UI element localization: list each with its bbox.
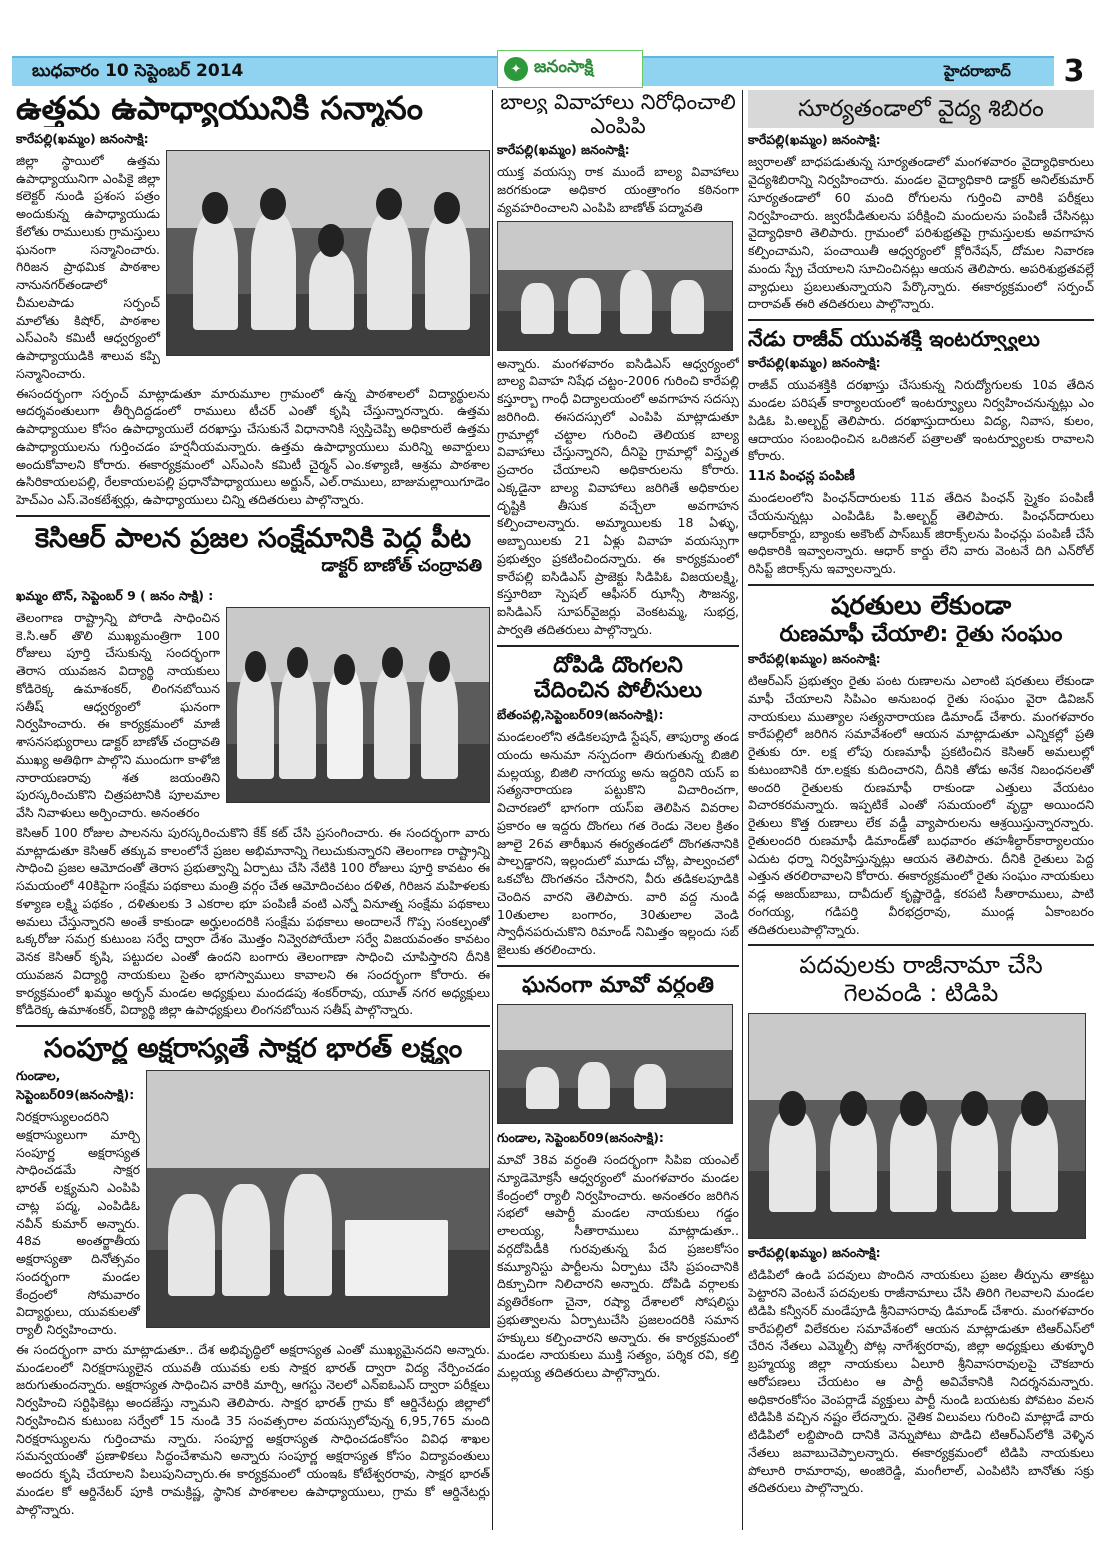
article-photo xyxy=(226,607,490,803)
article-child-marriage xyxy=(497,90,739,639)
newspaper-name: జనంసాక్షి xyxy=(534,57,594,77)
article-headline: సూర్యతండాలో వైద్య శిబిరం xyxy=(748,90,1094,128)
issue-date: బుధవారం 10 సెప్టెంబర్ 2014 xyxy=(32,61,244,81)
article-divider xyxy=(497,965,739,967)
masthead xyxy=(12,54,1094,89)
article-literacy xyxy=(16,1033,490,1518)
article-headline: దోపిడి దొంగలని xyxy=(553,652,683,678)
article-headline-line2: ఎంపిపి xyxy=(590,114,646,139)
article-body: జిల్లా స్థాయిలో ఉత్తమ ఉపాధ్యాయునిగా ఎంపికై జిల్లా కలెక్టర్ నుండి ప్రశంస పత్రం అందుకున్న ఉపాధ్యాయుడు కేలోతు రాములుకు గ్రామస్తులు ఘనంగా సన్మానించారు. గిరిజన ప్రాథమిక పాఠశాల నానునగర్‌తండాలో చీమలపాడు సర్పంచ్ మాలోతు కిషోర్, పాఠశాల ఎస్ఎంసి కమిటీ ఆధ్వర్యంలో ఉపాధ్యాయుడికి శాలువ కప్పి సన్మానించారు. xyxy=(16,152,160,381)
article-body: జ్వరాలతో బాధపడుతున్న సూర్యతండాలో మంగళవారం వైద్యాధికారులు వైద్యశిబిరాన్ని నిర్వహించారు. మండల వైద్యాధికారి డాక్టర్ అనిల్‌కుమార్ సూర్యతండాలో 60 మంది రోగులను గుర్తించి వారికి పరీక్షలు నిర్వహించారు. జ్వరపీడితులను పరీక్షించి మందులను పంపిణీ చేసినట్లు వైద్యాధికారి తెలిపారు. గ్రామంలో పరిశుభ్రతపై గ్రామస్తులకు అవగాహన కల్పించామని, పంచాయితీ ఆధ్వర్యంలో క్లోరినేషన్, దోమల నివారణ మందు స్ప్రే చేయాలని సూచించినట్లు ఆయన తెలిపారు. అపరిశుభ్రతవల్లే వ్యాధులు ప్రబలుతున్నాయని పేర్కొన్నారు. ఈకార్యక్రమంలో సర్పంచ్ దారావత్ ఈరి తదితరులు పాల్గొన్నారు. xyxy=(748,154,1094,312)
article-divider xyxy=(748,584,1094,586)
article-body: యుక్త వయస్సు రాక ముందే బాల్య వివాహాలు జరగకుండా అధికార యంత్రాంగం కఠినంగా వ్యవహరించాలని ఎంపిపి బాణోత్ పద్మావతి xyxy=(497,164,739,215)
article-dateline: గుండాల, సెప్టెంబర్09(జనంసాక్షి): xyxy=(16,1068,135,1103)
article-body: తెలంగాణ రాష్ట్రాన్ని పోరాడి సాధించిన కె.సి.ఆర్ తొలి ముఖ్యమంత్రిగా 100 రోజులు పూర్తి చేసుకున్న సందర్భంగా తెరాస యువజన విద్యార్థి నాయకులు కోడిరెక్క ఉమాశంకర్, లింగనబోయిన సతీష్ ఆధ్వర్యంలో ఘనంగా నిర్వహించారు. ఈ కార్యక్రమంలో మాజీ శాసనసభ్యురాలు డాక్టర్ బాణోత్ చంద్రావతి ముఖ్య అతిథిగా పాల్గొని ముందుగా కాళోజి నారాయణరావు శత జయంతిని పురస్కరించుకొని చిత్రపటానికి పూలమాల వేసి నివాళులు అర్పించారు. అనంతరం xyxy=(16,609,220,821)
article-headline: షరతులు లేకుండా xyxy=(830,591,1012,621)
article-medical-camp xyxy=(748,90,1094,313)
article-photo xyxy=(497,1004,733,1124)
column-divider xyxy=(492,90,493,1530)
article-headline: ఉత్తమ ఉపాధ్యాయునికి సన్మానం xyxy=(16,90,423,127)
article-headline-line2: గెలవండి : టిడిపి xyxy=(843,979,999,1007)
article-dateline: కారేపల్లి(ఖమ్మం) జనంసాక్షి: xyxy=(748,651,881,667)
article-teacher-honour xyxy=(16,90,490,509)
article-dateline: కారేపల్లి(ఖమ్మం) జనంసాక్షి: xyxy=(497,142,630,158)
article-divider xyxy=(497,645,739,647)
article-body: నిరక్షరాస్యులందరిని అక్షరాస్యులుగా మార్చి సంపూర్ణ అక్షరాస్యత సాధించడమే సాక్షర భారత్ లక్ష్యమని ఎంపిపి చాట్ల పద్మ, ఎంపిడిఓ నవీన్ కుమార్ అన్నారు. 48వ అంతర్జాతీయ అక్షరాస్యతా దినోత్సవం సందర్భంగా మండల కేంద్రంలో సోమవారం విద్యార్థులు, యువకులతో ర్యాలీ నిర్వహించారు. xyxy=(16,1109,140,1338)
article-body: మావో 38వ వర్ధంతి సందర్భంగా సిపిఐ యంఎల్ న్యూడెమోక్రసీ ఆధ్వర్యంలో మంగళవారం మండల కేంద్రంలో ర్యాలీ నిర్వహించారు. అనంతరం జరిగిన సభలో ఆపార్టీ మండల నాయకులు గడ్డం లాలయ్య, సీతారాములు మాట్లాడుతూ.. వర్గదోపిడీకి గురవుతున్న పేద ప్రజలకోసం కమ్యూనిస్టు పార్టీలను ఏర్పాటు చేసి ప్రపంచానికి దిక్చూచిగా నిలిచారని అన్నారు. దోపిడి వర్గాలకు వ్యతిరేకంగా చైనా, రష్యా దేశాలలో సోషలిస్టు ప్రభుత్వాలను ఏర్పాటుచేసి ప్రజలందరికి సమాన హక్కులు కల్పించారని అన్నారు. ఈ కార్యక్రమంలో మండల నాయకులు ముక్తి సత్యం, పర్శిక రవి, కల్తి మల్లయ్య తదితరులు పాల్గొన్నారు. xyxy=(497,1152,739,1381)
article-headline: పదవులకు రాజీనామా చేసి xyxy=(799,952,1043,980)
page-number: 3 xyxy=(1054,54,1094,90)
article-tdp-resign xyxy=(748,952,1094,1497)
article-divider xyxy=(748,944,1094,946)
article-dateline: గుండాల, సెప్టెంబర్09(జనంసాక్షి): xyxy=(497,1130,664,1146)
article-body: అన్నారు. మంగళవారం ఐసిడిఎస్ ఆధ్వర్యంలో బాల్య వివాహ నిషేధ చట్టం-2006 గురించి కారేపల్లి కస్తూర్బా గాంధీ విద్యాలయంలో అవగాహన సదస్సు జరిగింది. ఈసదస్సులో ఎంపిపి మాట్లాడుతూ గ్రామాల్లో చట్టాల గురించి తెలియక బాల్య వివాహాలు చేస్తున్నారని, దీనిపై గ్రామాల్లో విస్తృత ప్రచారం చేయాలని అధికారులను కోరారు. ఎక్కడైనా బాల్య వివాహాలు జరిగితే అధికారుల దృష్టికి తీసుక వచ్చేలా అవగాహన కల్పించాలన్నారు. అమ్మాయిలకు 18 ఏళ్ళు, అబ్బాయిలకు 21 ఏళ్లు వివాహ వయస్సుగా ప్రభుత్వం ప్రకటించిందన్నారు. ఈ కార్యక్రమంలో కారేపల్లి ఐసిడిఎస్ ప్రాజెక్టు సిడిపిఓ విజయలక్ష్మి, కస్తూరిబా స్పెషల్ ఆఫీసర్ ఝాన్సీ సౌజన్య, ఐసిడిఎస్ సూపర్‌వైజర్లు వెంకటమ్మ, సుభద్ర, పార్వతి తదితరులు పాల్గొన్నారు. xyxy=(497,355,739,637)
article-police xyxy=(497,653,739,959)
article-body: రాజీవ్ యువశక్తికి దరఖాస్తు చేసుకున్న నిరుద్యోగులకు 10వ తేదిన మండల పరిషత్ కార్యాలయంలో ఇంటర్వ్యూలు నిర్వహించనున్నట్లు ఎం పిడిఓ పి.అల్బర్ట్ తెలిపారు. దరఖాస్తుదారులు విద్య, నివాస, కులం, ఆదాయం సంబంధించిన ఒరిజినల్ పత్రాలతో ఇంటర్వ్యూలకు రావాలని కోరారు. xyxy=(748,377,1094,464)
column-left xyxy=(16,90,490,1530)
article-headline-line2: రుణమాఫీ చేయాలి: రైతు సంఘం xyxy=(779,621,1063,647)
article-body: మండలంలోని పింఛన్‌దారులకు 11వ తేదిన పింఛన్ స్మైకం పంపిణీ చేయనున్నట్లు ఎంపిడిఓ పి.అల్బర్ట్ తెలిపారు. పింఛన్‌దారులు ఆధార్‌కార్డు, బ్యాంకు అకౌంట్ పాస్‌బుక్ జిరాక్స్‌లను పింఛన్లు పంపిణీ చేసే అధికారికి ఇవ్వాలన్నారు. ఆధార్ కార్డు లేని వారు వెంటనే దిగి ఎన్‌రోల్ రిసిప్ట్ జిరాక్స్‌ను ఇవ్వాలన్నారు. xyxy=(748,490,1094,577)
article-headline: కెసిఆర్ పాలన ప్రజల సంక్షేమానికి పెద్ద పీట xyxy=(34,522,472,554)
article-divider xyxy=(16,515,490,517)
article-body: టిడిపిలో ఉండి పదవులు పొందిన నాయకులు ప్రజల తీర్పును తాకట్టు పెట్టారని వెంటనే పదవులకు రాజీనామాలు చేసి తిరిగి గెలవాలని మండల టిడిపి కన్వీనర్ మండేపూడి శ్రీనివాసరావు డిమాండ్ చేశారు. మంగళవారం కారేపల్లిలో విలేకరుల సమావేశంలో ఆయన మాట్లాడుతూ టిఆర్ఎస్‌లో చేరిన నేతలు ఎమ్మెల్సీ పోట్ల నాగేశ్వరరావు, జిల్లా అధ్యక్షులు తుళ్ళూరి బ్రహ్మయ్య జిల్లా నాయకులు ఏలూరి శ్రీనివాసరావులపై చౌకబారు ఆరోపణలు చేయటం ఆ పార్టీ అవివేకానికి నిదర్శనమన్నారు. అధికారంకోసం వెంపర్లాడే వ్యక్తులు పార్టీ నుండి బయటకు పోవటం వలన టిడిపికి వచ్చిన నష్టం లేదన్నారు. నైతిక విలువలు గురించి మాట్లాడే వారు టిడిపిలో లబ్దిపొంది దానికి వెన్నుపోటు పొడిచి టిఆర్ఎస్‌లోకి వెళ్ళిన నేతలు జవాబుచెప్పాలన్నారు. ఈకార్యక్రమంలో టిడిపి నాయకులు పోలూరి రామారావు, అంజిరెడ్డి, మంగీలాల్, ఎంపిటిసి బానోతు సక్రు తదితరులు పాల్గొన్నారు. xyxy=(748,1267,1094,1496)
article-dateline: ఖమ్మం టౌన్, సెప్టెంబర్ 9 ( జనం సాక్షి) : xyxy=(16,587,214,603)
article-photo xyxy=(748,1013,1086,1239)
article-body: కెసిఆర్ 100 రోజుల పాలనను పురస్కరించుకొని కేక్ కట్ చేసి ప్రసంగించారు. ఈ సందర్భంగా వారు మాట్లాడుతూ కెసిఆర్ తక్కువ కాలంలోనే ప్రజల అభిమానాన్ని గెలుచుకున్నారని తెలంగాణ రాష్ట్రాన్ని సాధించి ప్రజల ఆమోదంతో తెరాస ప్రభుత్వాన్ని ఏర్పాటు చేసి నేటికి 100 రోజులు పూర్తి కావటం ఈ సమయంలో 40కిపైగా సంక్షేమ పథకాలు మంత్రి వర్గం చేత ఆమోదించటం దళిత, గిరిజన మహిళలకు కళ్యాణ లక్ష్మి పథకం , దళితులకు 3 ఎకరాల భూ పంపిణీ వంటి ఎన్నో వినూత్న సంక్షేమ పథకాలు అమలు చేస్తున్నారని అంతే కాకుండా అర్హులందరికి సంక్షేమ పథకాలు అందాలనే గొప్ప సంకల్పంతో ఒక్కరోజు సమగ్ర కుటుంబ సర్వే ద్వారా దేశం మొత్తం నివ్వెరపోయేలా సర్వే విజయవంతం కావటం వెనక కెసిఆర్ కృషి, పట్టుదల ఎంతో ఉందని బంగారు తెలంగాణా సాధించి చూపిస్తారని దీనికి యువజన విద్యార్థి నాయకులు సైతం భాగస్వాములు కావాలని ఈ సందర్భంగా కోరారు. ఈ కార్యక్రమంలో ఖమ్మం అర్బన్ మండల అధ్యక్షులు మందడపు శంకర్‌రావు, యూత్ నగర అధ్యక్షులు కోడిరెక్క ఉమాశంకర్, విద్యార్థి జిల్లా ఉపాధ్యక్షులు లింగనబోయిన సతీష్ పాల్గొన్నారు. xyxy=(16,824,490,1018)
article-divider xyxy=(16,1025,490,1027)
article-body: టిఆర్ఎస్ ప్రభుత్వం రైతు పంట రుణాలను ఎలాంటి షరతులు లేకుండా మాఫీ చేయాలని సిపిఎం అనుబంధ రైతు సంఘం వైరా డివిజన్ నాయకులు ముత్యాల సత్యనారాయణ డిమాండ్ చేశారు. మంగళవారం కారేపల్లిలో జరిగిన సమావేశంలో ఆయన మాట్లాడుతూ ఎన్నికల్లో ప్రతి రైతుకు రూ. లక్ష లోపు రుణమాఫీ ప్రకటించిన కెసిఆర్ అమలుల్లో కుటుంబానికి రూ.లక్షకు కుదించారని, దీనికి తోడు అనేక నిబంధనలతో అందరి రైతులకు రుణమాఫీ రాకుండా ఎత్తులు వేయటం విచారకరమన్నారు. ఇప్పటికే ఎంతో సమయంలో వృద్దా అయిందని రైతులు కొత్త రుణాలు లేక వడ్డీ వ్యాపారులను ఆశ్రయిస్తున్నారన్నారు. రైతులందరి రుణమాఫీ డిమాండ్‌తో బుధవారం తహశీల్దార్‌కార్యాలయం ఎదుట ధర్నా నిర్వహిస్తున్నట్లు ఆయన తెలిపారు. దీనికి రైతులు పెద్ద ఎత్తున తరలిరావాలని కోరారు. ఈకార్యక్రమంలో రైతు సంఘం నాయకులు వడ్ల అజయ్‌బాబు, దావీదుల్ కృష్ణారెడ్డి, కరపటి సీతారాములు, పాటి రంగయ్య, గడిపర్తి వీరభద్రరావు, ముండ్ల ఏకాంబరం తదితరులుపాల్గొన్నారు. xyxy=(748,673,1094,937)
article-body: ఈ సందర్భంగా వారు మాట్లాడుతూ.. దేశ అభివృద్ధిలో అక్షరాస్యత ఎంతో ముఖ్యమైనదని అన్నారు. మండలంలో నిరక్షరాస్యులైన యువతీ యువకు లకు సాక్షర భారత్ ద్వారా విద్య నేర్పించడం జరుగుతుందన్నారు. అక్షరాస్యత సాధించిన వారికి మార్చి, ఆగస్టు నెలలో ఎన్ఐఓఎస్ ద్వారా పరీక్షలు నిర్వహించి సర్టిఫికెట్లు అందజేస్తు న్నామని తెలిపారు. సాక్షర భారత్ గ్రామ కో ఆర్డినేటర్లు జిల్లాలో నిర్వహించిన కుటుంబ సర్వేలో 15 నుండి 35 సంవత్సరాల వయస్సులోవున్న 6,95,765 మంది నిరక్షరాస్యులను గుర్తించామ న్నారు. సంపూర్ణ అక్షరాస్యత సాధించడంకోసం వివిధ శాఖల సమన్వయంతో ప్రణాళికలు సిద్ధంచేశామని అన్నారు సంపూర్ణ అక్షరాస్యత కోసం విద్యావంతులు అందరు కృషి చేయాలని పిలుపునిచ్చారు.ఈ కార్యక్రమంలో యంఇఓ కోటేశ్వరరావు, సాక్షర భారత్ మండల కో ఆర్డినేటర్ పూకి రామక్రిష్ణ, స్థానిక పాఠశాలల ఉపాధ్యాయులు, గ్రామ కో ఆర్డినేటర్లు పాల్గొన్నారు. xyxy=(16,1341,490,1517)
edition-city: హైదరాబాద్ xyxy=(944,62,1011,80)
map-logo-icon: ✦ xyxy=(504,57,528,81)
article-rajiv-yuvashakti xyxy=(748,327,1094,578)
article-dateline: కారేపల్లి(ఖమ్మం) జనంసాక్షి: xyxy=(748,355,881,371)
article-kcr-welfare xyxy=(16,523,490,1019)
newspaper-logo xyxy=(497,50,643,88)
article-body: ఈసందర్భంగా సర్పంచ్ మాట్లాడుతూ మారుమూల గ్రామంలో ఉన్న పాఠశాలలో విద్యార్థులను ఆదర్శవంతులుగా తీర్చిదిద్దడంలో రాములు టీచర్ ఎంతో కృషి చేస్తున్నారన్నారు. ఉత్తమ ఉపాధ్యాయుల కోసం ఉపాధ్యాయులే దరఖాస్తు చేసుకునే విధానానికి స్వస్తిచెప్పి అధికారులే ఉత్తమ ఉపాధ్యాయులను గుర్తించడం హర్షనీయమన్నారు. ఉత్తమ ఉపాధ్యాయులు మరిన్ని అవార్డులు అందుకోవాలని కోరారు. ఈకార్యక్రమంలో ఎస్ఎంసి కమిటీ చైర్మన్ ఎం.కళ్యాణి, ఆశ్రమ పాఠశాల ఉసిరికాయలపల్లి, రేలకాయలపల్లి ప్రధానోపాధ్యాయులు అర్జున్, ఎల్.రాములు, బాజుమల్లాయిగూడెం హెచ్ఎం ఎస్.వెంకటేశ్వర్లు, ఉపాధ్యాయులు చిన్ని తదితరులు పాల్గొన్నారు. xyxy=(16,385,490,508)
article-photo xyxy=(146,1070,490,1328)
article-loan-waiver xyxy=(748,592,1094,938)
article-dateline: కారేపల్లి(ఖమ్మం) జనంసాక్షి: xyxy=(748,1245,881,1261)
article-headline: సంపూర్ణ అక్షరాస్యతే సాక్షర భారత్ లక్ష్యం xyxy=(43,1033,463,1065)
article-headline-line2: చేదించిన పోలీసులు xyxy=(533,677,703,703)
article-headline: బాల్య వివాహాలు నిరోధించాలి xyxy=(500,90,736,114)
article-subheadline: డాక్టర్ బాణోత్ చంద్రావతి xyxy=(321,555,482,576)
article-dateline: కారేపల్లి(ఖమ్మం) జనంసాక్షి: xyxy=(748,132,881,148)
column-right xyxy=(748,90,1094,1530)
article-headline: నేడు రాజీవ్ యువశక్తి ఇంటర్వ్యూలు xyxy=(748,327,1040,352)
article-headline: ఘనంగా మావో వర్ధంతి xyxy=(521,972,714,998)
article-body: మండలంలోని తడికలపూడి స్టేషన్, తాపుర్యా తండ యందు అనుమా నస్పదంగా తిరుగుతున్న బిజిలి మల్లయ్య, బిజిలి నాగయ్య అను ఇద్దరిని యస్ ఐ సత్యనారాయణ పట్టుకొని విచారించగా, విచారణలో భాగంగా యస్ఐ తెలిపిన వివరాల ప్రకారం ఆ ఇద్దరు దొంగలు గత రెండు నెలల క్రితం జూలై 26వ తారీఖున ఈర్యతండలో దొంగతనానికి పాల్పడ్డారని, ఇల్లందులో మూడు చోట్ల, పాల్వంచలో ఒకచోట దొంగతనం చేసారని, వీరు తడికలపూడికి చెందిన వారని తెలిపారు. వారి వద్ద నుండి 10తులాల బంగారం, 30తులాల వెండి స్వాధీనపరుచుకొని రిమాండ్ నిమిత్తం ఇల్లందు సబ్ జైలుకు తరలించారు. xyxy=(497,729,739,958)
column-divider xyxy=(742,90,743,1530)
article-photo xyxy=(497,221,733,351)
article-subheading: 11న పింఛన్ల పంపిణీ xyxy=(748,469,855,485)
article-divider xyxy=(748,319,1094,321)
article-dateline: కారేపల్లి(ఖమ్మం) జనంసాక్షి: xyxy=(16,130,149,146)
article-mao xyxy=(497,973,739,1382)
column-middle xyxy=(497,90,739,1530)
article-photo xyxy=(166,150,490,356)
article-dateline: బేతంపల్లి,సెప్టెంబర్09(జనంసాక్షి): xyxy=(497,707,664,723)
